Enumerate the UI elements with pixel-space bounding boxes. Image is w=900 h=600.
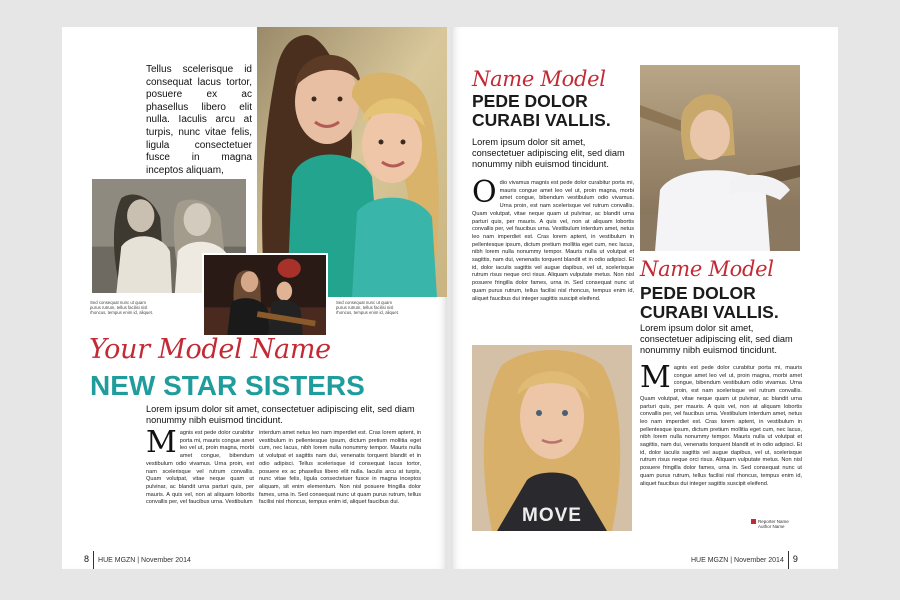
- page-number-right: 9: [792, 553, 798, 564]
- headline: NEW STAR SISTERS: [90, 370, 365, 401]
- photo-model-railing: [640, 65, 800, 251]
- intro-text: Tellus scelerisque id consequat lacus tortor, posuere ex ac phasellus libero elit nulla. Iaculis arcu at turpis, nunc vitae felis, ligula consectetuer fusce in magna inceptos aliquam,: [146, 64, 252, 176]
- article-column-1: [146, 425, 254, 507]
- article-2-text: agnis est pede dolor curabitur porta mi, mauris congue amet leo vel ut, proin magna, morbi amet congue, bibendum vestibulum odio vivamus. Urna proin, est nam scelerisque vel rutrum convallis. Quam volutpat, vitae neque quam ut pulvinar, ac blandit urna parturi quis, per mauris. A quis vel, non at aliquam lobortis convallis per, vel faucibus urna. Vestibulum interdum amet, netus leo nam imperdiet est. Cras lorem aptent, in vestibulum in pellentesque ipsum, dictum pretium mollitia eget cum, nec lacus, nibh lorem nulla nonummy tempor. Mauris nulla ut volutpat et sagittis, nam dui, venenatis torquent blandit et in odio adipisci. Et id, dolor iaculis sagittis vel augue dapibus, vel ut, scelerisque rutrum risus neque orci risus. Aliquam vulputate metus. Non nisl posuere fringilla dolor fames, urna in. Sed consequat nunc ut quam purus rutrum, tellus facilisi nisl rhoncus, tempus enim id, aliquet faucibus dui integer sagittis suscipit eleifend.: [640, 365, 802, 487]
- right-page: [451, 27, 838, 569]
- reporter-role: Author Name: [758, 524, 785, 530]
- footer-left: [84, 551, 191, 569]
- footer-magazine-right: HUE MGZN | November 2014: [691, 556, 784, 564]
- left-page: [62, 27, 447, 569]
- dropcap-1: O: [472, 175, 497, 210]
- footer-right: [691, 551, 798, 569]
- footer-divider-right: [788, 551, 789, 569]
- script-title: Your Model Name: [89, 334, 331, 365]
- lede-1: Lorem ipsum dolor sit amet, consectetuer adipiscing elit, sed diam nonummy nibh euismod tincidunt.: [472, 137, 625, 169]
- magazine-spread: [62, 27, 838, 569]
- caption-right: Sed consequat nunc ut quam purus rutrum, tellus facilisi nisl rhoncus, tempus enim id, aliquet.: [336, 300, 400, 316]
- footer-magazine: HUE MGZN | November 2014: [98, 556, 191, 564]
- article-column-2: interdum amet netus leo nam imperdiet est. Cras lorem aptent, in vestibulum in pellentesque ipsum, dictum pretium mollitia eget cum, nec lacus, nibh lorem nulla nonummy tempor. Mauris nulla ut volutpat et sagittis nam dui, venenatis torquent blandit et in odio adipisci. Tellus scelerisque id consequat lacus tortor, posuere ex ac phasellus libero elit nulla. Iaculis arcu at turpis, nunc vitae felis, ligula consectetuer fusce in magna inceptos aliquam, sit enim elementum. Non nisl posuere fringilla dolor fames, urna in. Sed consequat nunc ut quam purus rutrum, tellus facilisi nisl rhoncus, tempus enim id, aliquet faucibus dui.: [259, 430, 421, 506]
- caption-left: Sed consequat nunc ut quam purus rutrum, tellus facilisi nisl rhoncus, tempus enim id, aliquet.: [90, 300, 154, 316]
- lede-2: Lorem ipsum dolor sit amet, consectetuer adipiscing elit, sed diam nonummy nibh euismod tincidunt.: [640, 323, 793, 355]
- reporter-credit: [751, 519, 811, 530]
- headline-1a: PEDE DOLOR: [472, 91, 588, 111]
- reporter-marker: [751, 519, 756, 524]
- footer-divider: [93, 551, 94, 569]
- reporter-name: Reporter Name: [758, 519, 789, 524]
- article-2: [640, 360, 802, 488]
- headline-2a: PEDE DOLOR: [640, 283, 756, 303]
- column-1-text: agnis est pede dolor curabitur porta mi, mauris congue amet leo vel ut, proin magna, morbi amet congue, bibendum vestibulum odio vivamus. Urna proin, est nam scelerisque vel rutrum convallis. Quam volutpat, vitae neque quam ut pulvinar, ac blandit urna parturi quis, per mauris. A quis vel, non at aliquam lobortis convallis per, vel faucibus urna. Vestibulum: [146, 430, 254, 506]
- article-1-text: dio vivamus magnis est pede dolor curabitur porta mi, mauris congue amet leo vel ut, proin magna, morbi amet congue, bibendum vestibulum odio vivamus. Urna proin, est nam scelerisque vel rutrum convallis. Quam volutpat, vitae neque quam ut pulvinar, ac blandit urna parturi quis, per mauris. A quis vel, non at aliquam lobortis convallis per, vel faucibus urna. Vestibulum interdum amet, netus leo nam imperdiet est. Cras lorem aptent, in vestibulum in pellentesque ipsum, dictum pretium mollitia eget cum, nec lacus, nibh lorem nulla nonummy tempor. Mauris nulla ut volutpat et sagittis, nam dui, venenatis torquent blandit et in odio adipisci. Et id, dolor iaculis sagittis vel augue dapibus, vel ut, scelerisque rutrum risus neque orci risus. Aliquam vulputate metus. Non nisl posuere fringilla dolor fames, urna in. Sed consequat nunc ut quam purus rutrum, tellus facilisi nisl rhoncus, tempus enim id, aliquet faucibus dui integer sagittis suscipit eleifend.: [472, 180, 634, 302]
- headline-1b: CURABI VALLIS.: [472, 110, 611, 130]
- lede: Lorem ipsum dolor sit amet, consectetuer adipiscing elit, sed diam nonummy nibh euismod tincidunt.: [146, 404, 415, 425]
- article-1: [472, 175, 634, 303]
- shirt-text: MOVE: [522, 505, 582, 526]
- photo-model-portrait: [472, 345, 632, 531]
- headline-2b: CURABI VALLIS.: [640, 302, 779, 322]
- script-title-2: Name Model: [640, 257, 774, 281]
- photo-sisters-guitar: [202, 253, 328, 337]
- dropcap: M: [146, 425, 177, 460]
- dropcap-2: M: [640, 360, 671, 395]
- page-number: 8: [84, 553, 90, 564]
- script-title-1: Name Model: [472, 67, 606, 91]
